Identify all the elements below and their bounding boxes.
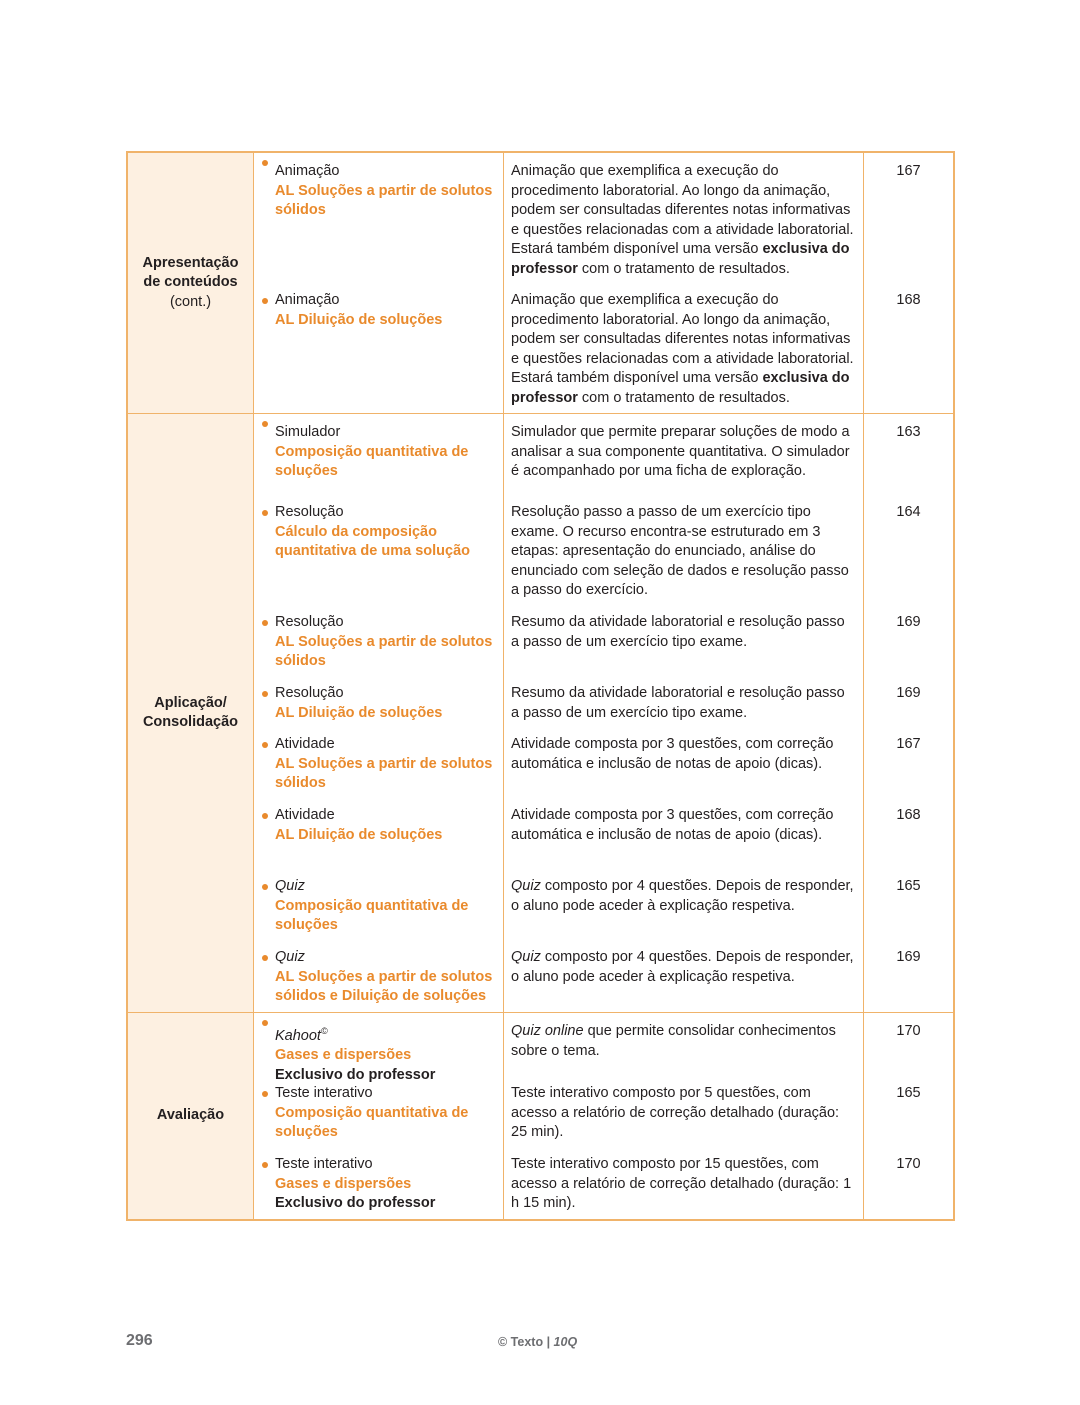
bullet-icon (262, 421, 268, 427)
page-number: 163 (896, 424, 921, 440)
exclusive-label: Exclusivo do professor (275, 1066, 436, 1083)
page-cell (864, 414, 954, 1013)
resource-title[interactable]: AL Soluções a partir de solutos sólidos (275, 633, 493, 669)
bullet-icon (262, 1091, 268, 1097)
resource-title[interactable]: Composição quantitativa de soluções (275, 1104, 469, 1140)
bullet-icon (262, 955, 268, 961)
description-text: Teste interativo composto por 5 questões, com acesso a relatório de correção detalhado (duração: 25 min). (511, 1085, 840, 1140)
description-text (511, 1013, 856, 1084)
resource-type: Resolução (275, 614, 344, 630)
resource-type: Teste interativo (275, 1156, 373, 1172)
section-label-line: Consolidação (142, 714, 239, 730)
exclusive-label: Exclusivo do professor (275, 1195, 436, 1211)
description-text: com o tratamento de resultados. (577, 389, 790, 406)
page-number: 168 (896, 292, 921, 308)
bullet-icon (262, 620, 268, 626)
resource-title[interactable]: Gases e dispersões (275, 1175, 412, 1192)
table-row (128, 414, 954, 1013)
table-row (128, 1013, 954, 1220)
page-number: 169 (896, 685, 921, 701)
bullet-icon (262, 1020, 268, 1026)
resource-title[interactable]: AL Diluição de soluções (275, 311, 443, 328)
resource-title[interactable]: AL Diluição de soluções (275, 826, 443, 843)
description-text: composto por 4 questões. Depois de responder, o aluno pode aceder à explicação respetiva. (511, 878, 854, 914)
resources-table (126, 151, 955, 1221)
section-label-avaliacao (128, 1013, 254, 1220)
description-italic: Quiz (511, 878, 541, 894)
description-text: que permite consolidar conhecimentos sobre o tema. (511, 1023, 836, 1059)
page-cell (864, 153, 954, 292)
resource-title[interactable]: Cálculo da composição quantitativa de uma solução (275, 523, 470, 559)
page-number: 165 (896, 1085, 921, 1101)
resource-type-text: Kahoot (275, 1027, 321, 1044)
description-italic: Quiz online (511, 1023, 584, 1039)
description-cell (504, 291, 864, 414)
page-number: 169 (896, 949, 921, 965)
resource-type: Simulador (275, 424, 341, 440)
description-text: com o tratamento de resultados. (577, 260, 790, 277)
description-cell (504, 1013, 864, 1220)
page-cell (864, 291, 954, 414)
section-label-line: de conteúdos (143, 274, 238, 291)
description-italic: Quiz (511, 949, 541, 965)
resource-title[interactable]: AL Diluição de soluções (275, 704, 443, 721)
resource-cell (254, 414, 504, 1013)
copyright-footer (498, 1335, 577, 1349)
resource-cell (254, 1013, 504, 1220)
description-text: Animação que exemplifica a execução do procedimento laboratorial. Ao longo da animação, podem ser consultadas diferentes notas informativas e questões relacionadas com a atividade laboratorial. Estará também disponível uma versão (511, 292, 854, 386)
page-number: 164 (896, 504, 921, 520)
description-text: Animação que exemplifica a execução do procedimento laboratorial. Ao longo da animação, podem ser consultadas diferentes notas informativas e questões relacionadas com a atividade laboratorial. Estará também disponível uma versão (511, 163, 854, 257)
description-text (511, 948, 856, 1012)
description-text: Atividade composta por 3 questões, com correção automática e inclusão de notas de apoio (dicas). (511, 807, 834, 843)
page-number-footer: 296 (126, 1332, 153, 1349)
section-label-aplicacao (128, 414, 254, 1013)
resource-type: Quiz (275, 878, 305, 894)
bullet-icon (262, 1162, 268, 1168)
book-code: 10Q (553, 1335, 578, 1349)
description-text: Teste interativo composto por 15 questões, com acesso a relatório de correção detalhado (duração: 1 h 15 min). (511, 1156, 852, 1211)
resource-cell (254, 291, 504, 414)
bullet-icon (262, 160, 268, 166)
table-row (128, 153, 954, 292)
bullet-icon (262, 742, 268, 748)
resource-type: Quiz (275, 949, 305, 965)
description-text: composto por 4 questões. Depois de responder, o aluno pode aceder à explicação respetiva. (511, 949, 854, 985)
page-number: 165 (896, 878, 921, 894)
page-number: 170 (896, 1156, 921, 1172)
resource-type: Teste interativo (275, 1085, 373, 1101)
description-text: Resumo da atividade laboratorial e resolução passo a passo de um exercício tipo exame. (511, 685, 845, 721)
description-text: Resolução passo a passo de um exercício tipo exame. O recurso encontra-se estruturado em 3 etapas: apresentação do enunciado, análise do enunciado com seleção de dados e resolução passo a passo do exercício. (511, 504, 849, 598)
resource-title[interactable]: AL Soluções a partir de solutos sólidos (275, 755, 493, 791)
description-bold: exclusiva do professor (511, 370, 850, 406)
resource-type: Atividade (275, 736, 335, 752)
resource-type (275, 1022, 495, 1046)
bullet-icon (262, 884, 268, 890)
resource-type: Resolução (275, 504, 344, 520)
description-text: Simulador que permite preparar soluções de modo a analisar a sua componente quantitativa. O simulador é acompanhado por uma ficha de exploração. (511, 424, 850, 479)
page-number: 169 (896, 614, 921, 630)
description-text: Resumo da atividade laboratorial e resolução passo a passo de um exercício tipo exame. (511, 614, 845, 650)
resource-title[interactable]: Composição quantitativa de soluções (275, 443, 469, 479)
bullet-icon (262, 298, 268, 304)
section-label-line: Apresentação (142, 254, 239, 271)
copyright-mark: © (320, 1026, 328, 1036)
description-cell (504, 153, 864, 292)
copyright-text: © Texto | (498, 1335, 554, 1349)
bullet-icon (262, 691, 268, 697)
page-number: 167 (896, 163, 921, 179)
resource-type: Atividade (275, 807, 335, 823)
description-text: Atividade composta por 3 questões, com correção automática e inclusão de notas de apoio (dicas). (511, 736, 834, 772)
resource-cell (254, 153, 504, 292)
resource-title[interactable]: Gases e dispersões (275, 1047, 412, 1064)
section-label-apresentacao (128, 153, 254, 414)
bullet-icon (262, 813, 268, 819)
resource-title[interactable]: Composição quantitativa de soluções (275, 897, 469, 933)
section-label-line: Aplicação/ (154, 694, 227, 711)
resource-type: Animação (275, 292, 340, 308)
resource-type: Resolução (275, 685, 344, 701)
description-bold: exclusiva do professor (511, 241, 850, 277)
page-cell (864, 1013, 954, 1220)
description-text (511, 877, 856, 948)
resource-title[interactable]: AL Soluções a partir de solutos sólidos (275, 182, 493, 218)
section-label-line: Avaliação (156, 1107, 225, 1124)
description-cell (504, 414, 864, 1013)
resource-type: Animação (275, 163, 340, 179)
page-number: 168 (896, 807, 921, 823)
page-number: 167 (896, 736, 921, 752)
bullet-icon (262, 510, 268, 516)
resource-title[interactable]: AL Soluções a partir de solutos sólidos e Diluição de soluções (275, 968, 493, 1004)
page-number: 170 (896, 1023, 921, 1039)
section-label-sub: (cont.) (169, 293, 212, 310)
